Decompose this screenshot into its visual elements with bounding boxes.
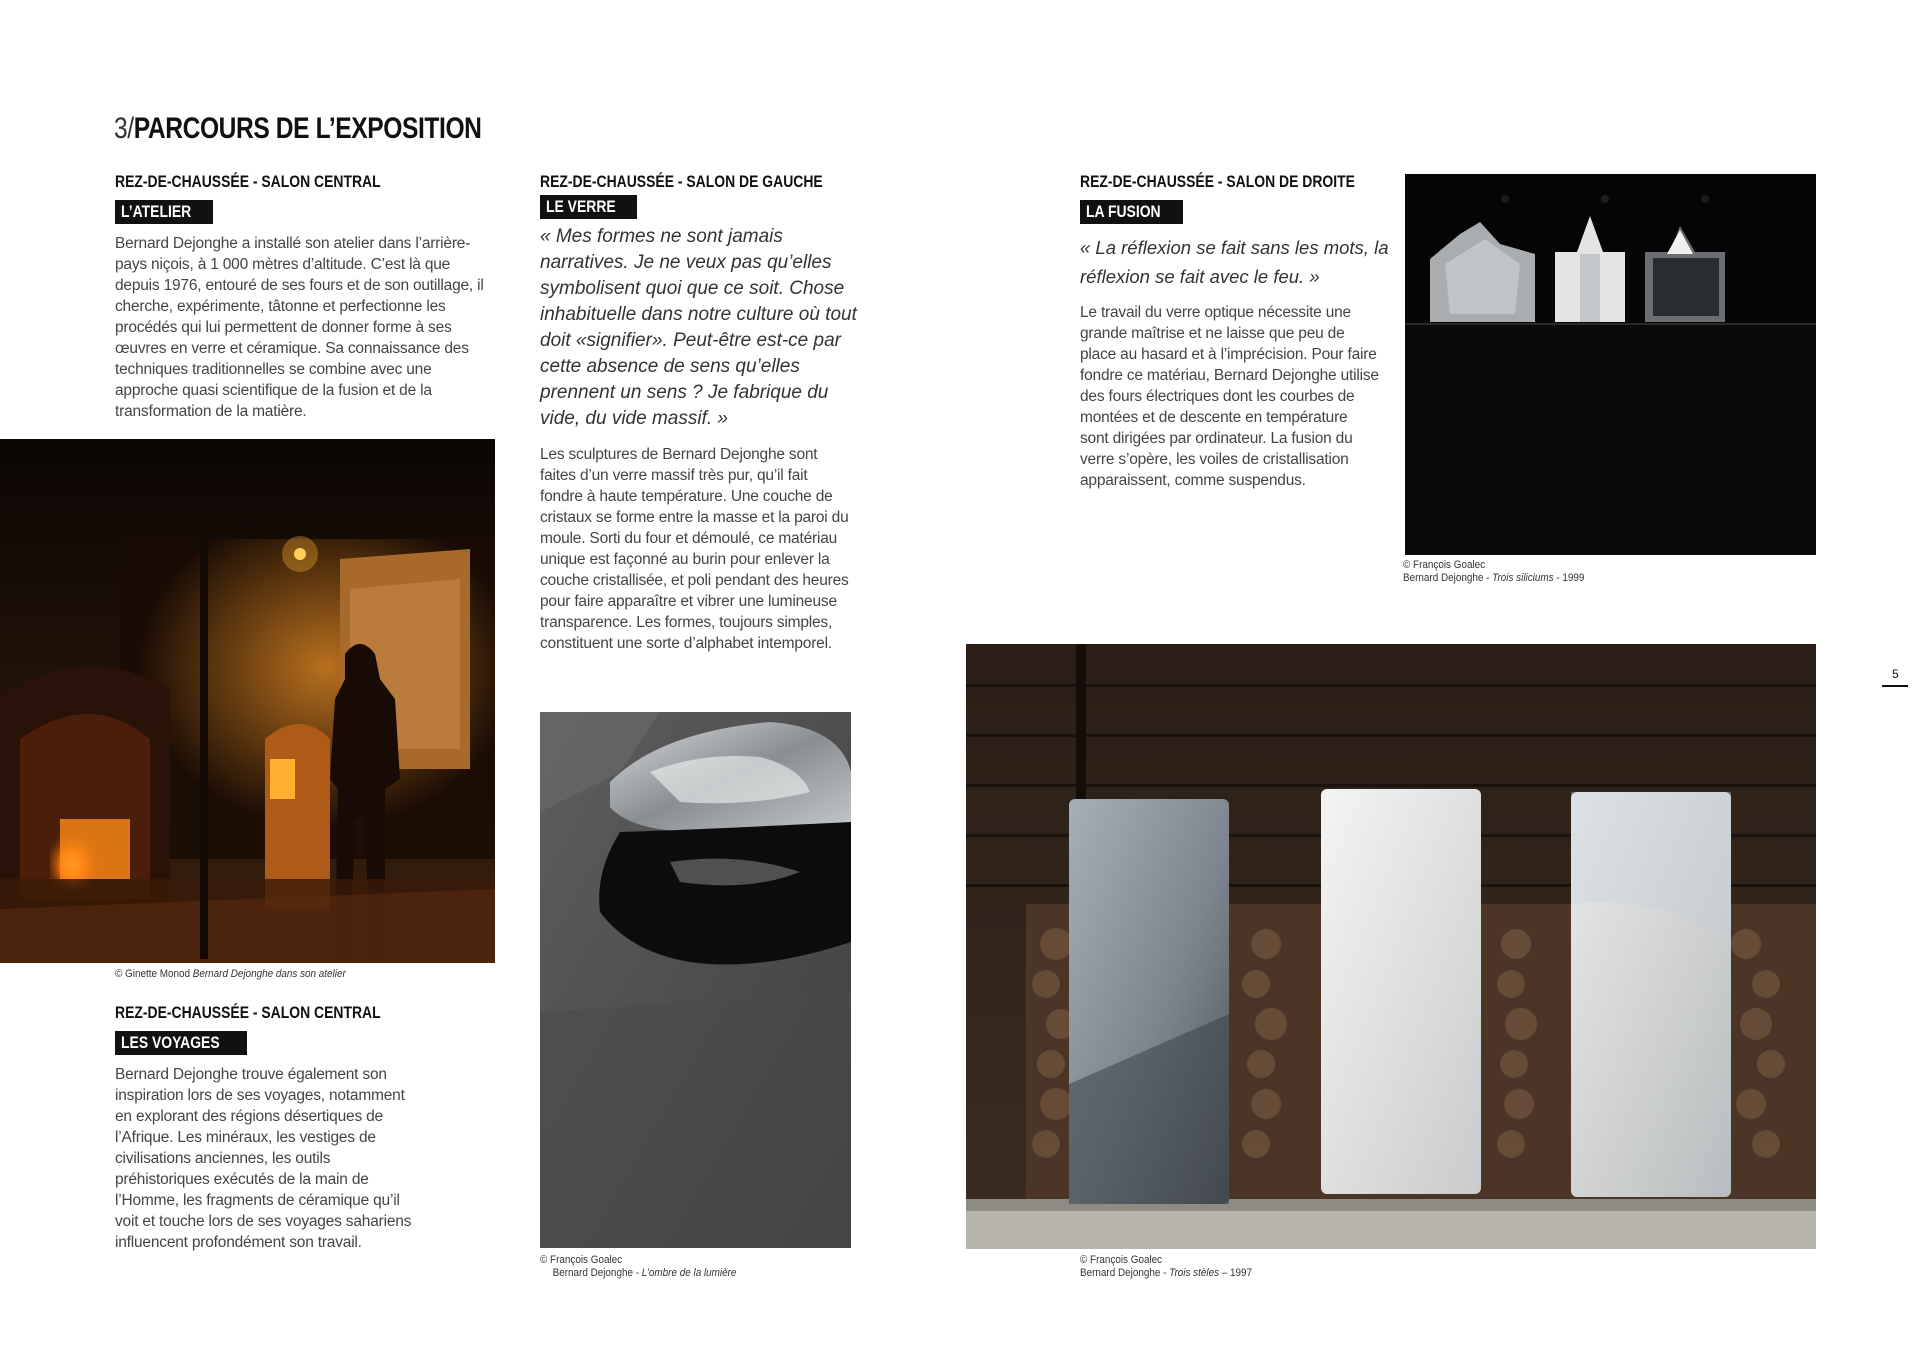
fusion-caption: © François Goalec Bernard Dejonghe - Trois siliciums - 1999: [1403, 559, 1585, 584]
verre-tag: LE VERRE: [540, 195, 637, 219]
atelier-text: Bernard Dejonghe a installé son atelier dans l’arrière-pays niçois, à 1 000 mètres d’altitude. C’est là que depuis 1976, entouré de ses fours et de son outillage, il cherche, expérimente, tâtonne et perfectionne les procédés qui lui permettent de donner forme à ses œuvres en verre et céramique. Sa connaissance des techniques traditionnelles se combine avec une approche quasi scientifique de la fusion et de la transformation de la matière.: [115, 235, 484, 420]
verre-photo-image: [540, 712, 851, 1248]
fusion-text: Le travail du verre optique nécessite une grande maîtrise et ne laisse que peu de place au hasard et à l’imprécision. Pour faire fondre ce matériau, Bernard Dejonghe utilise des fours électriques dont les courbes de montées et de descente en température sont dirigées par ordinateur. La fusion du verre s’opère, les voiles de cristallisation apparaissent, comme suspendus.: [1080, 304, 1379, 489]
verre-section-heading: REZ-DE-CHAUSSÉE - SALON DE GAUCHE: [540, 172, 823, 191]
steles-caption: © François Goalec Bernard Dejonghe - Trois stèles – 1997: [1080, 1254, 1253, 1279]
verre-caption: © François Goalec Bernard Dejonghe - L’ombre de la lumière: [540, 1254, 737, 1279]
atelier-photo-image: [0, 439, 495, 963]
page-number-rule: [1882, 685, 1908, 687]
fusion-quote: « La réflexion se fait sans les mots, la réflexion se fait avec le feu. »: [1080, 237, 1389, 287]
voyages-section-heading: REZ-DE-CHAUSSÉE - SALON CENTRAL: [115, 1003, 381, 1022]
fusion-photo-image: [1405, 174, 1816, 555]
page-number: 5: [1892, 667, 1899, 681]
page-title: 3/PARCOURS DE L’EXPOSITION: [114, 112, 482, 145]
atelier-caption: © Ginette Monod Bernard Dejonghe dans son atelier: [115, 968, 346, 980]
fusion-section-heading: REZ-DE-CHAUSSÉE - SALON DE DROITE: [1080, 172, 1355, 191]
verre-photo: [540, 712, 851, 1248]
atelier-section-heading: REZ-DE-CHAUSSÉE - SALON CENTRAL: [115, 172, 381, 191]
verre-text: Les sculptures de Bernard Dejonghe sont faites d’un verre massif très pur, qu’il fait fondre à haute température. Une couche de cristaux se forme entre la masse et la paroi du moule. Sorti du four et démoulé, ce matériau unique est façonné au burin pour enlever la couche cristallisée, et poli pendant des heures pour faire apparaître et vibrer une lumineuse transparence. Les formes, toujours simples, constituent une sorte d’alphabet intemporel.: [540, 446, 849, 652]
fusion-photo: [1405, 174, 1816, 555]
steles-photo-image: [966, 644, 1816, 1249]
atelier-photo: [0, 439, 495, 963]
fusion-tag: LA FUSION: [1080, 200, 1183, 224]
steles-photo: [966, 644, 1816, 1249]
atelier-tag: L’ATELIER: [115, 200, 213, 224]
verre-quote: « Mes formes ne sont jamais narratives. Je ne veux pas qu’elles symbolisent quoi que ce soit. Chose inhabituelle dans notre culture où tout doit «signifier». Peut-être est-ce par cette absence de sens qu’elles prennent un sens ? Je fabrique du vide, du vide massif. »: [540, 226, 857, 429]
voyages-text: Bernard Dejonghe trouve également son inspiration lors de ses voyages, notamment en explorant des régions désertiques de l’Afrique. Les minéraux, les vestiges de civilisations anciennes, les outils préhistoriques exécutés de la main de l’Homme, les fragments de céramique qu’il voit et touche lors de ses voyages sahariens influencent profondément son travail.: [115, 1066, 412, 1251]
voyages-tag: LES VOYAGES: [115, 1031, 247, 1055]
